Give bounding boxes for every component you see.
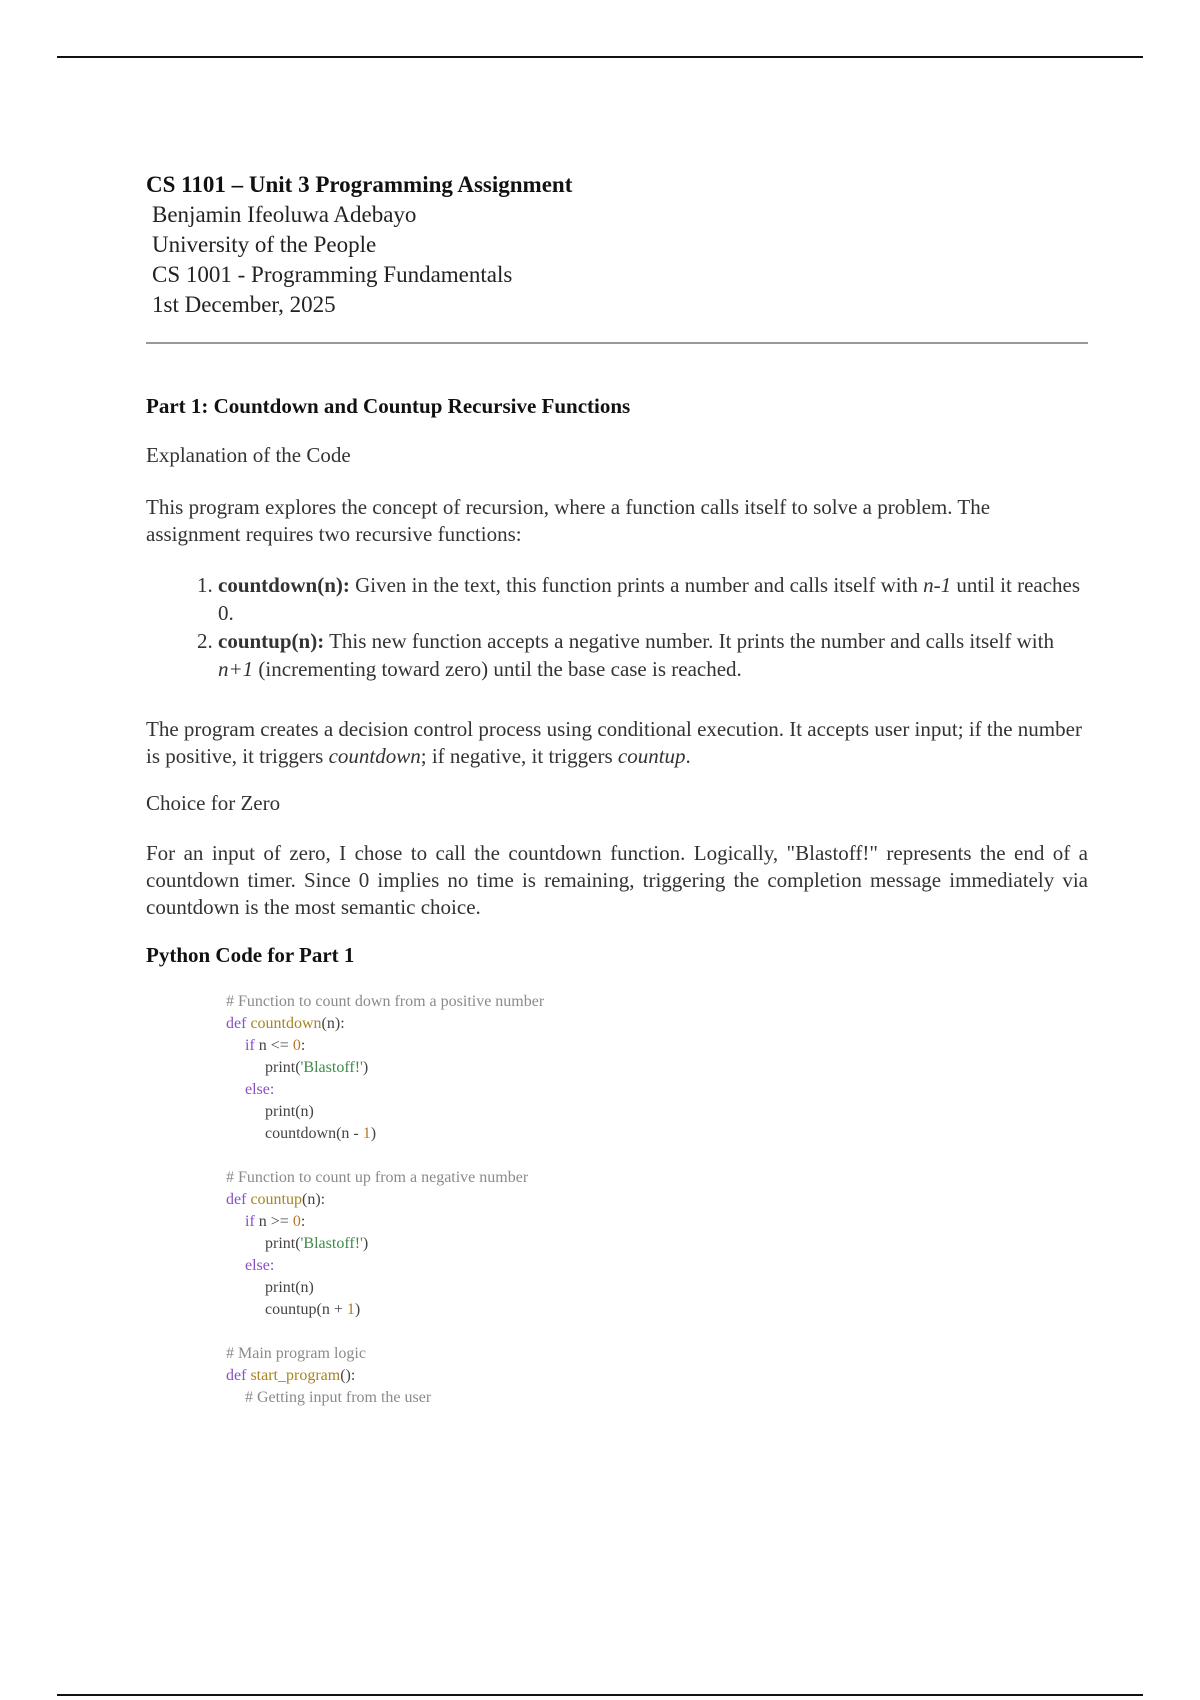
list-item: 2. countup(n): This new function accepts a negative number. It prints the number and calls itself with n+1 (incrementing toward zero) until the base case is reached.	[218, 627, 1088, 683]
function-list	[146, 571, 1088, 683]
code-line: def start_program():	[226, 1367, 356, 1384]
decision-paragraph: The program creates a decision control process using conditional execution. It accepts user input; if the number is positive, it triggers countdown; if negative, it triggers countup.	[146, 717, 1082, 768]
page-top-rule	[57, 56, 1143, 58]
zero-heading: Choice for Zero	[146, 791, 281, 815]
code-line: def countup(n):	[226, 1191, 326, 1208]
code-comment: # Main program logic	[226, 1345, 366, 1362]
header-divider	[146, 342, 1088, 344]
code-line: countdown(n - 1)	[265, 1125, 377, 1142]
list-item: 1. countdown(n): Given in the text, this function prints a number and calls itself with n-1 until it reaches 0.	[218, 571, 1088, 627]
author-name: Benjamin Ifeoluwa Adebayo	[152, 202, 417, 227]
institution: University of the People	[152, 232, 377, 257]
code-line: print('Blastoff!')	[265, 1059, 369, 1076]
page-bottom-rule	[57, 1694, 1143, 1696]
code-block	[226, 991, 1088, 1409]
code-line: print('Blastoff!')	[265, 1235, 369, 1252]
course-name: CS 1001 - Programming Fundamentals	[152, 262, 513, 287]
list-item-term: countdown(n):	[218, 573, 350, 597]
code-line: else:	[245, 1081, 275, 1098]
document-date: 1st December, 2025	[152, 292, 336, 317]
code-heading: Python Code for Part 1	[146, 943, 355, 967]
list-item-term: countup(n):	[218, 629, 325, 653]
code-comment: # Function to count up from a negative number	[226, 1169, 529, 1186]
code-line: countup(n + 1)	[265, 1301, 361, 1318]
code-line: print(n)	[265, 1279, 314, 1296]
document-title: CS 1101 – Unit 3 Programming Assignment	[146, 172, 573, 197]
code-line: else:	[245, 1257, 275, 1274]
code-line: if n >= 0:	[245, 1213, 306, 1230]
code-line: print(n)	[265, 1103, 314, 1120]
zero-paragraph: For an input of zero, I chose to call the countdown function. Logically, "Blastoff!" represents the end of a countdown timer. Since 0 implies no time is remaining, triggering the completion message immediately via countdown is the most semantic choice.	[146, 841, 1088, 919]
explanation-heading: Explanation of the Code	[146, 443, 351, 467]
code-comment: # Function to count down from a positive number	[226, 993, 545, 1010]
intro-paragraph: This program explores the concept of recursion, where a function calls itself to solve a problem. The assignment requires two recursive functions:	[146, 495, 991, 546]
code-line: if n <= 0:	[245, 1037, 306, 1054]
code-comment: # Getting input from the user	[245, 1389, 432, 1406]
part1-heading: Part 1: Countdown and Countup Recursive Functions	[146, 394, 631, 418]
document-body	[146, 170, 1088, 1409]
code-line: def countdown(n):	[226, 1015, 345, 1032]
